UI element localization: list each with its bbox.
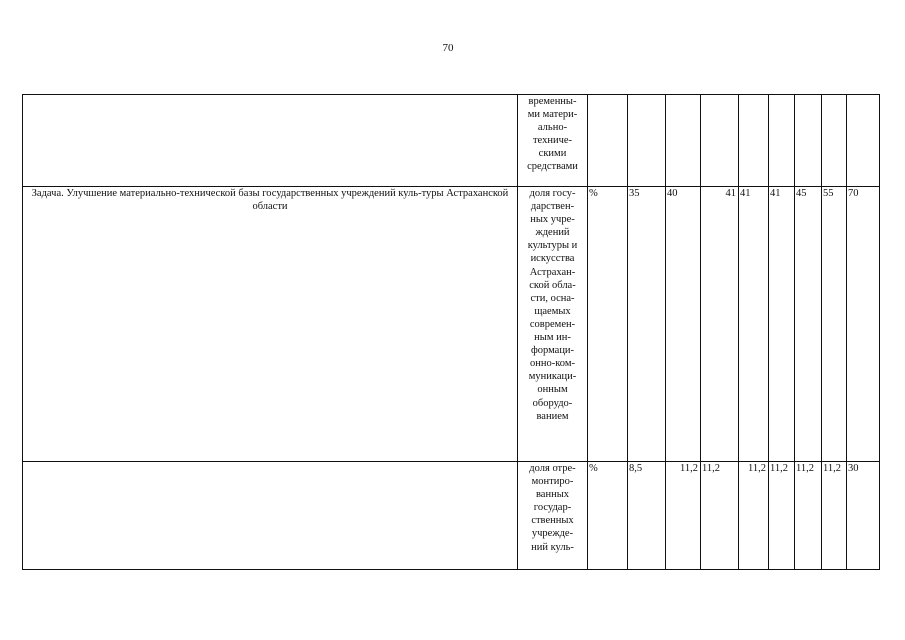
value-cell [628,95,666,187]
value-cell: 55 [822,187,847,462]
page-number: 70 [442,42,454,54]
value-cell: 11,2 [701,462,739,570]
task-cell [23,462,518,570]
unit-cell [588,95,628,187]
value-cell: 41 [739,187,769,462]
value-cell: 11,2 [666,462,701,570]
value-cell: 35 [628,187,666,462]
value-cell [666,95,701,187]
value-cell: 11,2 [795,462,822,570]
value-cell: 8,5 [628,462,666,570]
table-row [23,462,880,570]
value-cell: 11,2 [769,462,795,570]
table-row [23,187,880,462]
task-cell [23,95,518,187]
value-cell [847,95,880,187]
value-cell: 41 [701,187,739,462]
table-row [23,95,880,187]
value-cell [739,95,769,187]
value-cell: 70 [847,187,880,462]
value-cell: 11,2 [739,462,769,570]
task-cell: Задача. Улучшение материально-технической базы государственных учреждений куль-туры Астраханской области [23,187,518,462]
unit-cell: % [588,462,628,570]
value-cell: 11,2 [822,462,847,570]
value-cell: 41 [769,187,795,462]
value-cell: 40 [666,187,701,462]
value-cell [769,95,795,187]
value-cell [795,95,822,187]
value-cell: 45 [795,187,822,462]
value-cell [701,95,739,187]
indicators-table [22,94,880,570]
value-cell: 30 [847,462,880,570]
value-cell [822,95,847,187]
indicator-cell: доля отре- монтиро- ванных государ- ственных учрежде- ний куль- [518,462,588,570]
unit-cell: % [588,187,628,462]
indicator-cell: временны- ми матери- ально- техниче- скими средствами [518,95,588,187]
indicator-cell: доля госу- дарствен- ных учре- ждений культуры и искусства Астрахан- ской обла- сти, осна- щаемых современ- ным ин- формаци- онно-ком- муникаци- онным оборудо- ванием [518,187,588,462]
